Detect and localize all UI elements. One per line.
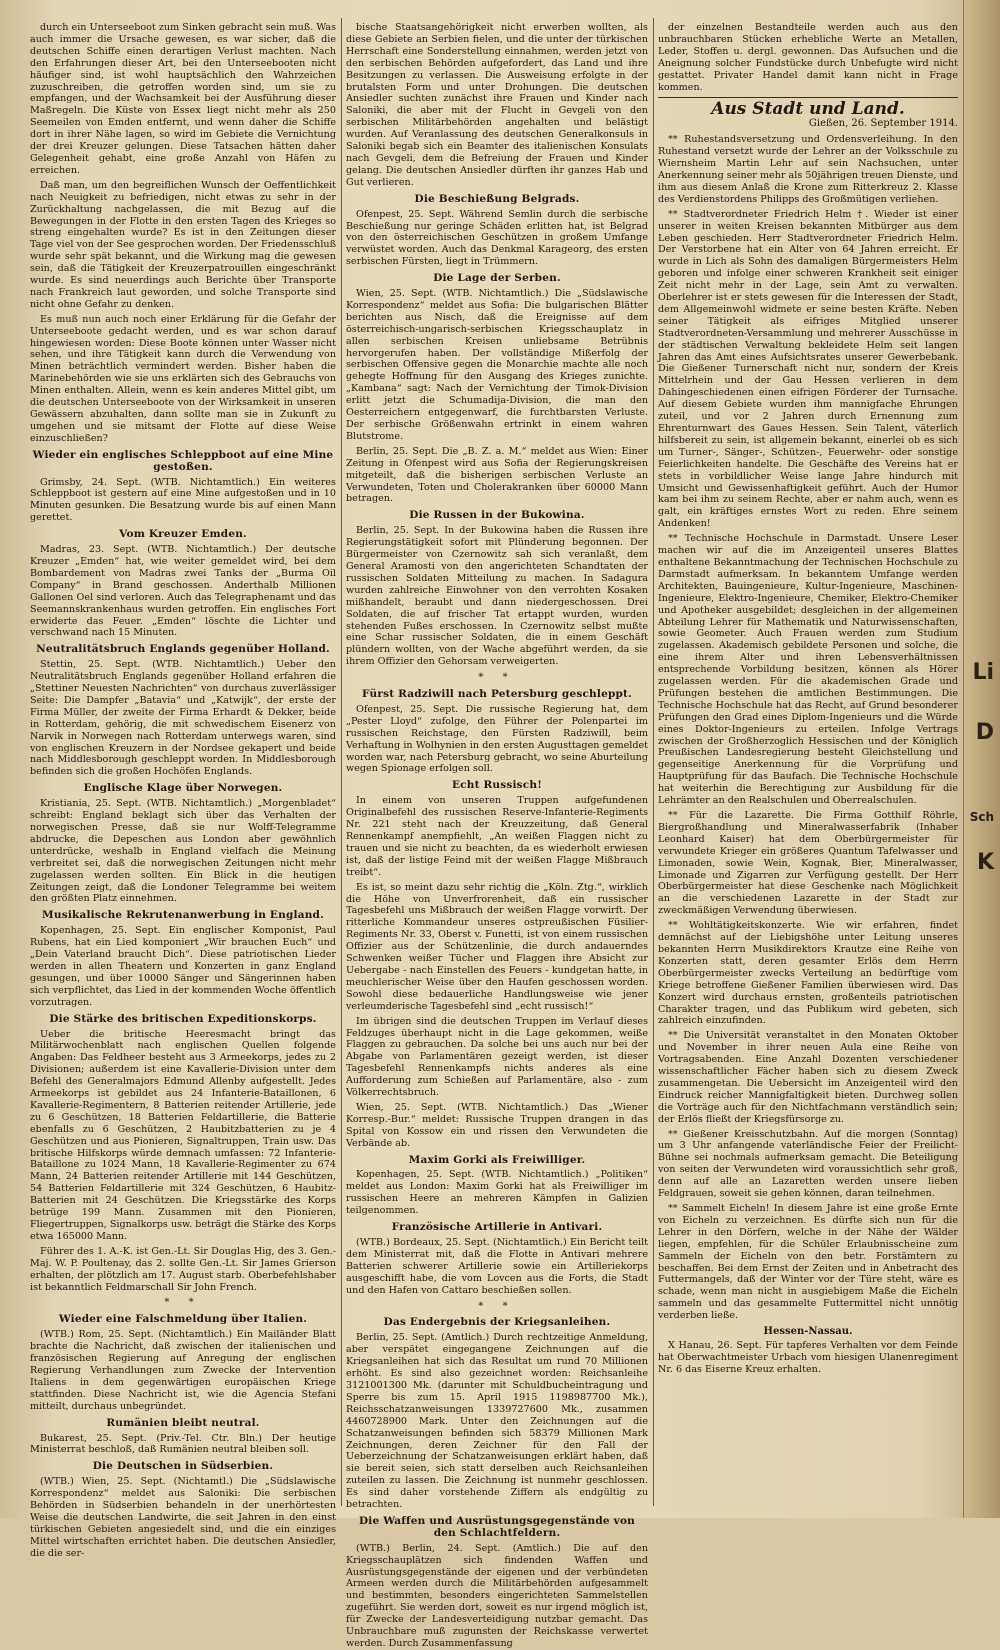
headline: Das Endergebnis der Kriegsanleihen. — [383, 1316, 611, 1329]
edge-fragment: K — [976, 850, 994, 875]
article-text: ** Technische Hochschule in Darmstadt. Unsere Leser machen wir auf die im Anzeigenteil unseres Blattes enthaltene Bekanntmachung der Technischen Hochschule zu Darmstadt aufmerksam. In bekanntem Umfange werden Architekten, Bauingenieure, Kultur-Ingenieure, Maschinen-Ingenieure, Elektro-Ingenieure, Chemiker, Elektro-Chemiker und Apotheker ausgebildet; desgleichen in der allgemeinen Abteilung Lehrer für Mathematik und Naturwissenschaften, sowie Geometer. Auch Frauen werden zum Studium zugelassen. Akademisch gebildete Personen und solche, die eine ihrem Alter und ihren Lebensverhältnissen entsprechende Vorbildung besitzen, können als Hörer zugelassen werden. Für die akademischen Grade und Prüfungen bestehen die amtlichen Bestimmungen. Die Technische Hochschule hat das Recht, auf Grund besonderer Prüfungen den Grad eines Diplom-Ingenieurs und die Würde eines Doktor-Ingenieurs zu erteilen. Infolge Vertrags zwischen der Großherzoglich Hessischen und der Königlich Preußischen Landesregierung besteht Gleichstellung und gegenseitige Anerkennung für die Vorprüfung und Hauptprüfung für das Baufach. Die Technische Hochschule hat weiterhin die Berechtigung zur Ausbildung für die Lehrämter an den Realschulen und Oberrealschulen. — [658, 533, 958, 807]
section-divider: * * — [478, 1300, 516, 1312]
headline: Die Russen in der Bukowina. — [409, 509, 585, 522]
section-rule — [658, 97, 958, 98]
section-divider: * * — [478, 672, 516, 684]
article-text: der einzelnen Bestandteile werden auch aus den unbrauchbaren Stücken erhebliche Werte an Metallen, Leder, Stoffen u. dergl. gewonnen. Das Aufsuchen und die Aneignung solcher Fundstücke durch Unbefugte wird nicht gestattet. Privater Handel damit kann nicht in Frage kommen. — [658, 22, 958, 93]
section-title: Aus Stadt und Land. — [711, 99, 905, 120]
article-text: Wien, 25. Sept. (WTB. Nichtamtlich.) Das „Wiener Korresp.-Bur.“ meldet: Russische Truppen drangen in das Spital von Kossow ein und rissen den Verwundeten die Verbände ab. — [346, 1101, 648, 1149]
article-text: Grimsby, 24. Sept. (WTB. Nichtamtlich.) Ein weiteres Schleppboot ist gestern auf eine Mine aufgestoßen und in 10 Minuten gesunken. Die Besatzung wurde bis auf einen Mann gerettet. — [30, 476, 336, 524]
article-text: (WTB.) Wien, 25. Sept. (Nichtamtl.) Die „Südslawische Korrespondenz“ meldet aus Saloniki: Die serbischen Behörden in Südserbien behandeln in der unerhörtesten Weise die deutschen Landwirte, die seit Jahren in den einst türkischen Gebieten angesiedelt sind, und die ein einziges Mittel wirtschaften errichtet haben. Die deutschen Ansiedler, die die ser- — [30, 1476, 336, 1559]
article-text: ** Stadtverordneter Friedrich Helm †. Wieder ist einer unserer in weiten Kreisen bekannten Mitbürger aus dem Leben geschieden. Herr Stadtverordneter Friedrich Helm. Der Verstorbene hat ein Alter von 64 Jahren erreicht. Er wurde in Lich als Sohn des damaligen Bürgermeisters Helm geboren und infolge einer schweren Krankheit seit einiger Zeit nicht mehr in der Lage, sein Amt zu verwalten. Oberlehrer ist er stets gewesen für die Interessen der Stadt, dem Allgemeinwohl widmete er seine besten Kräfte. Neben seiner Tätigkeit als eifriges Mitglied unserer Stadtverordneten-Versammlung und mehrerer Ausschüsse in der städtischen Verwaltung bekleidete Helm seit langen Jahren das Amt eines Aufsichtsrates unserer Gewerbebank. Die Gießener Turnerschaft nicht nur, sondern der Kreis Mittelrhein und der Gau Hessen verlieren in dem Dahingeschiedenen einen eifrigen Förderer der Turnsache. Auf diesem Gebiete wurden ihm mannigfache Ehrungen zuteil, und vor 2 Jahren durch Ernennung zum Ehrenturnwart des Gaues Hessen. Sein Talent, väterlich hilfsbereit zu sein, ist allgemein bekannt, einerlei ob es sich um Turner-, Sänger-, Schützen-, Feuerwehr- oder sonstige Feierlichkeiten handelte. Die Geschäfte des Vereins hat er stets in vorbildlicher Weise lange Jahre hindurch mit Umsicht und Gewissenhaftigkeit geführt. Auch der Humor kam bei ihm zu seinem Rechte, aber er nahm auch, wenn es galt, ein kräftiges ernstes Wort zu reden. Ehre seinem Andenken! — [658, 208, 958, 530]
article-text: Kopenhagen, 25. Sept. (WTB. Nichtamtlich.) „Politiken“ meldet aus London: Maxim Gorki hat als Freiwilliger im russischen Heere an mehreren Kämpfen in Galizien teilgenommen. — [346, 1169, 648, 1217]
column-3 — [658, 22, 958, 1506]
article-text: Es ist, so meint dazu sehr richtig die „Köln. Ztg.“, wirklich die Höhe von Unverfrorenheit, daß ein russischer Tagesbefehl uns Mißbrauch der weißen Flagge vorwirft. Der ritterliche Kommandeur unseres ostpreußischen Füsilier-Regiments Nr. 33, Oberst v. Funetti, ist von einem russischen Offizier aus der Schützenlinie, die durch andauerndes Schwenken weißer Tücher und Flaggen ihre Absicht zur Uebergabe - nach Einstellen des Feuers - kundgetan hatte, in meuchlerischer Weise über den Haufen geschossen worden. Sowohl diese bedauerliche Handlungsweise wie jener verleumderische Tagesbefehl sind „echt russisch!“ — [346, 881, 648, 1012]
headline: Die Waffen und Ausrüstungsgegenstände von den Schlachtfeldern. — [358, 1514, 636, 1539]
article-text: ** Ruhestandsversetzung und Ordensverleihung. In den Ruhestand versetzt wurde der Lehrer an der Volksschule zu Wiernsheim Martin Lehr auf sein Nachsuchen, unter Anerkennung seiner mehr als 50jährigen treuen Dienste, und ihm aus diesem Anlaß die Krone zum Ritterkreuz 2. Klasse des Verdienstordens Philipps des Großmütigen verliehen. — [658, 134, 958, 205]
headline: Die Stärke des britischen Expeditionskorps. — [49, 1012, 317, 1025]
article-text: bische Staatsangehörigkeit nicht erwerben wollten, als diese Gebiete an Serbien fielen, und die unter der türkischen Herrschaft eine Sonderstellung einnahmen, werden jetzt von den serbischen Behörden aufgefordert, das Land und ihre Besitzungen zu verlassen. Die Ausweisung erfolgte in der brutalsten Form und unter Drohungen. Die deutschen Ansiedler suchten zunächst ihre Frauen und Kinder nach Saloniki, die aber mit der Flucht in Gevgeli von den serbischen Militärbehörden angehalten und belästigt wurden. Auf Veranlassung des deutschen Generalkonsuls in Saloniki begab sich ein Beamter des italienischen Konsulats nach Gevgeli, dem die Befreiung der Frauen und Kinder gelang. Die deutschen Ansiedler dürften ihr ganzes Hab und Gut verlieren. — [346, 22, 648, 188]
headline: Französische Artillerie in Antivari. — [391, 1221, 603, 1234]
section-divider: * * — [164, 1297, 202, 1309]
dateline: Gießen, 26. September 1914. — [808, 118, 958, 130]
article-text: Ofenpest, 25. Sept. Die russische Regierung hat, dem „Pester Lloyd“ zufolge, den Führer der Polenpartei im russischen Reichstage, den Fürsten Radziwill, beim Verhaftung in Wolhynien in den ersten Augusttagen gemeldet worden war, nach Petersburg gebracht, wo seine Aburteilung wegen Spionage erfolgen soll. — [346, 703, 648, 775]
article-text: Es muß nun auch noch einer Erklärung für die Gefahr der Unterseeboote gedacht werden, und es war schon darauf hingewiesen worden: Diese Boote können unter Wasser nicht sehen, und ihre Tätigkeit kann durch die Verwendung von Minen beträchtlich vermindert werden. Bisher haben die Marinebehörden wie sie uns erklärten sich des Gebrauchs von Minen enthalten. Allein, wenn es kein anderes Mittel gibt, um die deutschen Unterseeboote von der Wirksamkeit in unseren Gewässern abzuhalten, dann sollte man sie in Zukunft zu umgehen und sie mitsamt der Flotte auf diese Weise einzuschließen? — [30, 313, 336, 444]
headline: Rumänien bleibt neutral. — [106, 1416, 260, 1429]
article-text: Berlin, 25. Sept. Die „B. Z. a. M.“ meldet aus Wien: Einer Zeitung in Ofenpest wird aus Sofia der Regierungskreisen mitgeteilt, daß die bisherigen serbischen Verluste an Verwundeten, Toten und Cholerakranken über 60000 Mann betragen. — [346, 445, 648, 505]
article-text: durch ein Unterseeboot zum Sinken gebracht sein muß. Was auch immer die Ursache gewesen, es war sicher, daß die deutschen Schiffe einen derartigen Verlust machten. Nach den Erfahrungen dieser Art, bei den Unterseebooten nicht häufiger sind, ist wohl hauptsächlich den Wahrzeichen zuzuschreiben, die getroffen worden sind, um sie zu empfangen, und der Wachsamkeit bei der Ausführung dieser Maßregeln. Die Küste von Essex liegt nicht mehr als 250 Seemeilen von Emden entfernt, und wenn daher die Schiffe dort in ihrer Nähe lagen, so wird im Gebiete die Vernichtung der drei Kreuzer gelungen. Diese Tatsachen hätten daher Gelegenheit gehabt, eine große Anzahl von Häfen zu erreichen. — [30, 22, 336, 176]
column-2 — [346, 22, 648, 1649]
article-text: Ueber die britische Heeresmacht bringt das Militärwochenblatt nach englischen Quellen folgende Angaben: Das Feldheer besteht aus 3 Armeekorps, jedes zu 2 Divisionen; außerdem ist eine Kavallerie-Division unter dem Befehl des Generalmajors Edmund Allenby aufgestellt. Jedes Armeekorps ist gebildet aus 24 Infanterie-Bataillonen, 6 Kavallerie-Regimentern, 8 Batterien reitender Artillerie, jede zu 6 Geschützen, 18 Batterien Feldartillerie, die Batterie ebenfalls zu 6 Geschützen, 2 Haubitzbatterien zu je 4 Geschützen und aus Pionieren, Signaltruppen, Train usw. Das britische Hilfskorps würde demnach umfassen: 72 Infanterie-Bataillone zu 1024 Mann, 18 Kavallerie-Regimenter zu 674 Mann, 24 Batterien reitender Artillerie mit 144 Geschützen, 54 Batterien Feldartillerie mit 324 Geschützen, 6 Haubitz-Batterien mit 24 Geschützen. Die Kriegsstärke des Korps betrüge 199 Mann. Zusammen mit den Pionieren, Fliegertruppen, Signalkorps usw. beträgt die Stärke des Korps etwa 165000 Mann. — [30, 1028, 336, 1242]
article-text: Führer des 1. A.-K. ist Gen.-Lt. Sir Douglas Hig, des 3. Gen.-Maj. W. P. Poultenay, das 2. sollte Gen.-Lt. Sir James Grierson erhalten, der plötzlich am 17. August starb. Oberbefehlshaber ist bekanntlich Feldmarschall Sir John French. — [30, 1245, 336, 1293]
article-text: ** Die Universität veranstaltet in den Monaten Oktober und November in ihrer neuen Aula eine Reihe von Vortragsabenden. Eine Anzahl Dozenten verschiedener wissenschaftlicher Fächer haben sich zu diesem Zweck zusammengetan. Die Uebersicht im Anzeigenteil wird den Eindruck reicher Mannigfaltigkeit bieten. Durchweg sollen die Vorträge auch für den Nichtfachmann verständlich sein; der Erlös fließt der Kriegsfürsorge zu. — [658, 1030, 958, 1125]
article-text: ** Wohltätigkeitskonzerte. Wie wir erfahren, findet demnächst auf der Liebigshöhe unter Leitung unseres bekannten Herrn Musikdirektors Krautze eine Reihe von Konzerten statt, deren gesamter Erlös dem Herrn Oberbürgermeister zwecks Verteilung an bedürftige vom Kriege betroffene Gießener Familien überwiesen wird. Das Konzert wird durchaus ernsten, großenteils patriotischen Charakter tragen, und das Publikum wird gebeten, sich zahlreich einzufinden. — [658, 920, 958, 1027]
article-text: Wien, 25. Sept. (WTB. Nichtamtlich.) Die „Südslawische Korrespondenz“ meldet aus Sofia: Die bulgarischen Blätter berichten aus Nisch, daß die Ereignisse auf dem österreichisch-ungarisch-serbischen Kriegsschauplatz in allen serbischen Kreisen unliebsame Betrübnis hervorgerufen haben. Der vollständige Mißerfolg der serbischen Offensive gegen die Monarchie machte alle noch gehegte Hoffnung für den Ausgang des Krieges zunichte. „Kambana“ sagt: Nach der Vernichtung der Timok-Division erlitt jetzt die Schumadija-Division, die man den Oesterreichern entgegenwarf, die furchtbarsten Verluste. Der serbische Größenwahn ertrinkt in einem wahren Blutstrome. — [346, 288, 648, 442]
headline: Fürst Radziwill nach Petersburg geschleppt. — [362, 688, 632, 701]
headline: Wieder eine Falschmeldung über Italien. — [58, 1313, 308, 1326]
article-text: Madras, 23. Sept. (WTB. Nichtamtlich.) Der deutsche Kreuzer „Emden“ hat, wie weiter gemeldet wird, bei dem Bombardement von Madras zwei Tanks der „Burma Oil Company“ in Brand geschossen. Anderthalb Millionen Gallonen Oel sind verloren. Auch das Telegraphenamt und das Seemannskrankenhaus wurden getroffen. Ein englisches Fort erwiderte das Feuer. „Emden“ löschte die Lichter und verschwand nach 15 Minuten. — [30, 544, 336, 639]
article-text: Ofenpest, 25. Sept. Während Semlin durch die serbische Beschießung nur geringe Schäden erlitten hat, ist Belgrad von den österreichischen Geschützen in großem Umfange verwüstet worden. Auch das Denkmal Karageorg, des ersten serbischen Fürsten, liegt in Trümmern. — [346, 208, 648, 268]
headline: Die Lage der Serben. — [433, 272, 561, 285]
headline: Die Deutschen in Südserbien. — [92, 1460, 274, 1473]
article-text: Kopenhagen, 25. Sept. Ein englischer Komponist, Paul Rubens, hat ein Lied komponiert „Wir brauchen Euch“ und „Dein Vaterland braucht Dich“. Diese patriotischen Lieder werden in allen Theatern und Konzerten in ganz England gesungen, und über 10000 Sänger und Sängerinnen haben sich verpflichtet, das Lied in der kommenden Woche öffentlich vorzutragen. — [30, 925, 336, 1008]
column-1 — [30, 22, 336, 1559]
headline: Englische Klage über Norwegen. — [83, 782, 283, 795]
article-text: Berlin, 25. Sept. In der Bukowina haben die Russen ihre Regierungstätigkeit sofort mit Plünderung begonnen. Der Bürgermeister von Czernowitz sah sich veranlaßt, dem General Aramosti von den angerichteten Schandtaten der russischen Soldaten Mitteilung zu machen. In Sadagura wurden zahlreiche Einwohner von den verrohten Kosaken mißhandelt, beraubt und dann niedergeschossen. Drei Soldaten, die auf frischer Tat ertappt wurden, wurden stehenden Fußes erschossen. In Czernowitz selbst mußte eine Schar russischer Soldaten, die in einem Geschäft plündern wollten, von der Wache abgeführt werden, da sie ihrem Offizier den Gehorsam verweigerten. — [346, 525, 648, 668]
article-text: In einem von unseren Truppen aufgefundenen Originalbefehl des russischen Reserve-Infanterie-Regiments Nr. 221 steht nach der Kreuzzeitung, daß General Rennenkampf anempfiehlt, „An weißen Flaggen nicht zu trauen und sie nicht zu beachten, da es wiederholt erwiesen ist, daß der listige Feind mit der weißen Flagge Mißbrauch treibt“. — [346, 795, 648, 878]
article-text: Bukarest, 25. Sept. (Priv.-Tel. Ctr. Bln.) Der heutige Ministerrat beschloß, daß Rumänien neutral bleiben soll. — [30, 1432, 336, 1456]
article-text: Stettin, 25. Sept. (WTB. Nichtamtlich.) Ueber den Neutralitätsbruch Englands gegenüber Holland erfahren die „Stettiner Neuesten Nachrichten“ von durchaus zuverlässiger Seite: Die Dampfer „Batavia“ und „Katwijk“, der erste der Firma Müller, der zweite der Firma Erhardt & Dekker, beide in Rotterdam, gehörig, die mit schwedischem Eisenerz von Narvik in Norwegen nach Rotterdam unterwegs waren, sind von englischen Kreuzern in der Nordsee gekapert und beide nach Middlesborough geschleppt worden. In Middlesborough befinden sich die großen Hochöfen Englands. — [30, 659, 336, 778]
article-text: ** Für die Lazarette. Die Firma Gotthilf Röhrle, Biergroßhandlung und Mineralwasserfabrik (Inhaber Leonhard Kaiser) hat dem Oberbürgermeister für verwundete Krieger ein größeres Quantum Tafelwasser und Limonaden, sowie Wein, Kognak, Bier, Mineralwasser, Limonade und Zigarren zur Verfügung gestellt. Der Herr Oberbürgermeister hat diese Geschenke nach Möglichkeit an die verschiedenen Lazarette in der Stadt zur zweckmäßigen Verwendung überwiesen. — [658, 810, 958, 917]
headline: Wieder ein englisches Schleppboot auf eine Mine gestoßen. — [32, 448, 334, 473]
regional-heading: Hessen-Nassau. — [763, 1326, 853, 1338]
article-text: Daß man, um den begreiflichen Wunsch der Oeffentlichkeit nach Neuigkeit zu befriedigen, nicht etwas zu sehr in der Zurückhaltung nachgelassen, die mit Bezug auf die Bewegungen in der Flotte in den ersten Tagen des Krieges so streng eingehalten wurde? Es ist in den Zeitungen dieser Tage viel von der See gesprochen worden. Der Friedensschluß wurde sehr spät bekannt, und die Wirkung mag die gewesen sein, daß die Tätigkeit der Kreuzerpatrouillen eingeschränkt wurde. Es sind neuerdings auch Berichte über Transporte nach Frankreich laut geworden, und solche Transporte sind nicht ohne Gefahr zu denken. — [30, 179, 336, 310]
article-text: X Hanau, 26. Sept. Für tapferes Verhalten vor dem Feinde hat Oberwachtmeister Urbach vom hiesigen Ulanenregiment Nr. 6 das Eiserne Kreuz erhalten. — [658, 1339, 958, 1375]
headline: Vom Kreuzer Emden. — [119, 528, 247, 541]
article-text: (WTB.) Berlin, 24. Sept. (Amtlich.) Die auf den Kriegsschauplätzen sich findenden Waffen und Ausrüstungsgegenstände der eigenen und der verbündeten Armeen werden durch die Militärbehörden aufgesammelt und bestimmten, besonders eingerichteten Sammelstellen zugeführt. Sie werden dort, soweit es nur irgend möglich ist, für Zwecke der Landesverteidigung nutzbar gemacht. Das Unbrauchbare muß zugunsten der Reichskasse verwertet werden. Durch Zusammenfassung — [346, 1542, 648, 1649]
article-text: Kristiania, 25. Sept. (WTB. Nichtamtlich.) „Morgenbladet“ schreibt: England beklagt sich über das Verhalten der norwegischen Presse, daß sie nur Wolff-Telegramme abdrucke, die Depeschen aus London aber gewöhnlich unterdrücke, weshalb in England vielfach die Meinung verbreitet sei, daß die norwegischen Zeitungen nicht mehr zugelassen werden sollten. Ein Blick in die heutigen Zeitungen zeigt, daß die Londoner Telegramme bei weitem den größten Platz einnehmen. — [30, 798, 336, 905]
article-text: Im übrigen sind die deutschen Truppen im Verlauf dieses Feldzuges überhaupt nicht in die Lage gekommen, weiße Flaggen zu gebrauchen. Da solche bei uns auch nur bei der Abgabe von Parlamentären gezeigt werden, ist dieser Tagesbefehl Rennenkampfs nichts anderes als eine Aufforderung zum Schießen auf Parlamentäre, also - zum Völkerrechtsbruch. — [346, 1015, 648, 1099]
article-text: ** Gießener Kreisschutzbahn. Auf die morgen (Sonntag) um 3 Uhr anfangende vaterländische Feier der Freilicht-Bühne sei nochmals aufmerksam gemacht. Die Beteiligung von seiten der Verwundeten wird voraussichtlich sehr groß, denn auf alle an Lazaretten werden unsere lieben Feldgrauen, soweit sie gehen können, daran teilnehmen. — [658, 1128, 958, 1200]
article-text: (WTB.) Bordeaux, 25. Sept. (Nichtamtlich.) Ein Bericht teilt dem Ministerrat mit, daß die Flotte in Antivari mehrere Batterien schwerer Artillerie sowie ein Artilleriekorps ausgeschifft habe, die vom Lovcen aus die Forts, die Stadt und den Hafen von Cattaro beschießen sollen. — [346, 1237, 648, 1296]
column-rule — [341, 18, 342, 1506]
edge-fragment: Sch — [969, 810, 994, 824]
edge-fragment: D — [975, 720, 994, 745]
headline: Neutralitätsbruch Englands gegenüber Holland. — [36, 643, 330, 656]
headline: Maxim Gorki als Freiwilliger. — [408, 1153, 586, 1166]
adjacent-page-edge — [963, 0, 1000, 1518]
article-text: (WTB.) Rom, 25. Sept. (Nichtamtlich.) Ein Mailänder Blatt brachte die Nachricht, daß zwischen der italienischen und französischen Regierung auf Anregung der englischen Regierung Verhandlungen zum Zwecke der Intervention Italiens in dem gegenwärtigen europäischen Kriege stattfinden. Diese Nachricht ist, wie die Agencia Stefani mitteilt, durchaus unbegründet. — [30, 1329, 336, 1412]
edge-fragment: Li — [972, 660, 994, 685]
article-text: Berlin, 25. Sept. (Amtlich.) Durch rechtzeitige Anmeldung, aber verspätet eingegangene Zeichnungen auf die Kriegsanleihen hat sich das Resultat um rund 70 Millionen erhöht. Es sind also gezeichnet worden: Reichsanleihe 3121001300 Mk. (darunter mit Schuldbucheintragung und Sperre bis zum 15. April 1915 1198987700 Mk.), Reichsschatzanweisungen 1339727600 Mk., zusammen 4460728900 Mark. Unter den Zeichnungen auf die Schatzanweisungen befinden sich 58379 Millionen Mark Zeichnungen, deren Zeichner für den Fall der Ueberzeichnung der Schatzanweisungen erklärt haben, daß sie bereit seien, sich statt derselben auch Reichsanleihen zuteilen zu lassen. Die Zeichnung ist nunmehr geschlossen. Es sind daher vorstehende Ziffern als endgültig zu betrachten. — [346, 1332, 648, 1511]
column-rule — [653, 18, 654, 1506]
article-text: ** Sammelt Eicheln! In diesem Jahre ist eine große Ernte von Eicheln zu verzeichnen. Es dürfte sich nun für die Lehrer in den Dörfern, welche in der Nähe der Wälder liegen, empfehlen, für die Schüler Erlaubnisscheine zum Sammeln der Eicheln von den betr. Forstämtern zu beschaffen. Bei dem Ernst der Zeiten und in Anbetracht des Futtermangels, daß der Winter vor der Türe steht, wäre es schade, wenn man nicht in ausgiebigem Maße die Eicheln sammeln und das gesammelte Futtermittel nicht unnötig verderben ließe. — [658, 1203, 958, 1322]
headline: Die Beschießung Belgrads. — [414, 192, 580, 205]
headline: Musikalische Rekrutenanwerbung in England. — [42, 909, 324, 922]
headline: Echt Russisch! — [451, 779, 543, 792]
